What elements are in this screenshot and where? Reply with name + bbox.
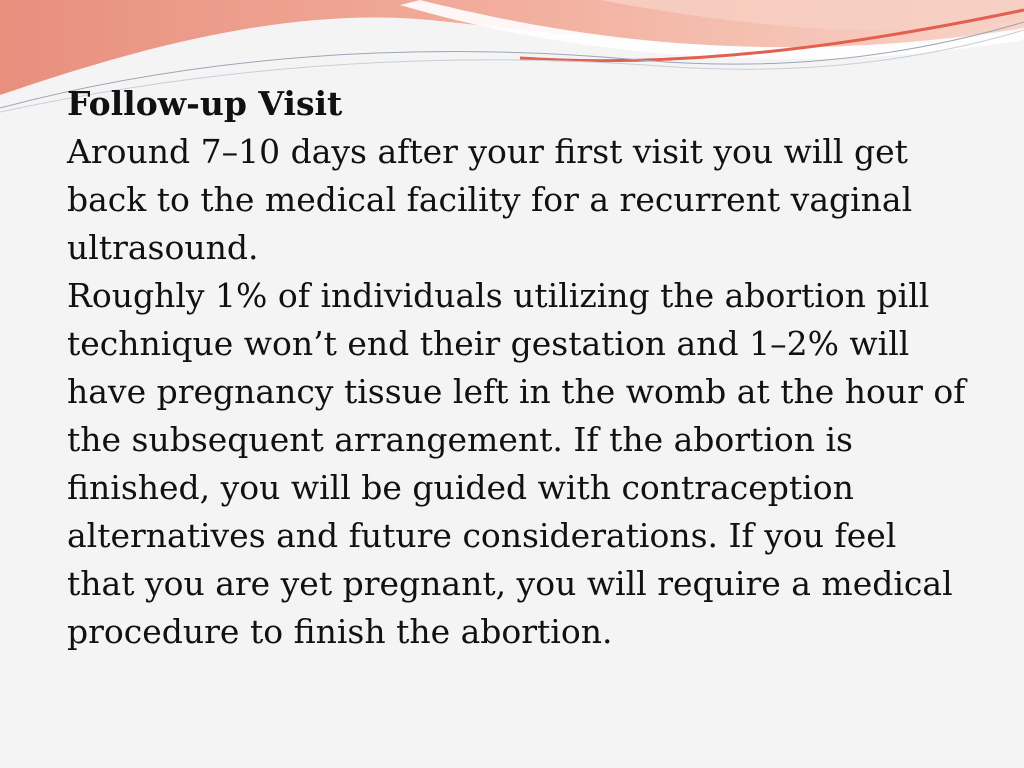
- slide-content: [67, 80, 967, 656]
- paragraph-2: Roughly 1% of individuals utilizing the abortion pill technique won’t end their gestation and 1–2% will have pregnancy tissue left in the womb at the hour of the subsequent arrangement. If the abortion is finished, you will be guided with contraception alternatives and future considerations. If you feel that you are yet pregnant, you will require a medical procedure to finish the abortion.: [67, 276, 966, 651]
- paragraph-1: Around 7–10 days after your first visit you will get back to the medical facility for a recurrent vaginal ultrasound.: [67, 132, 913, 267]
- slide-heading: Follow-up Visit: [67, 84, 343, 123]
